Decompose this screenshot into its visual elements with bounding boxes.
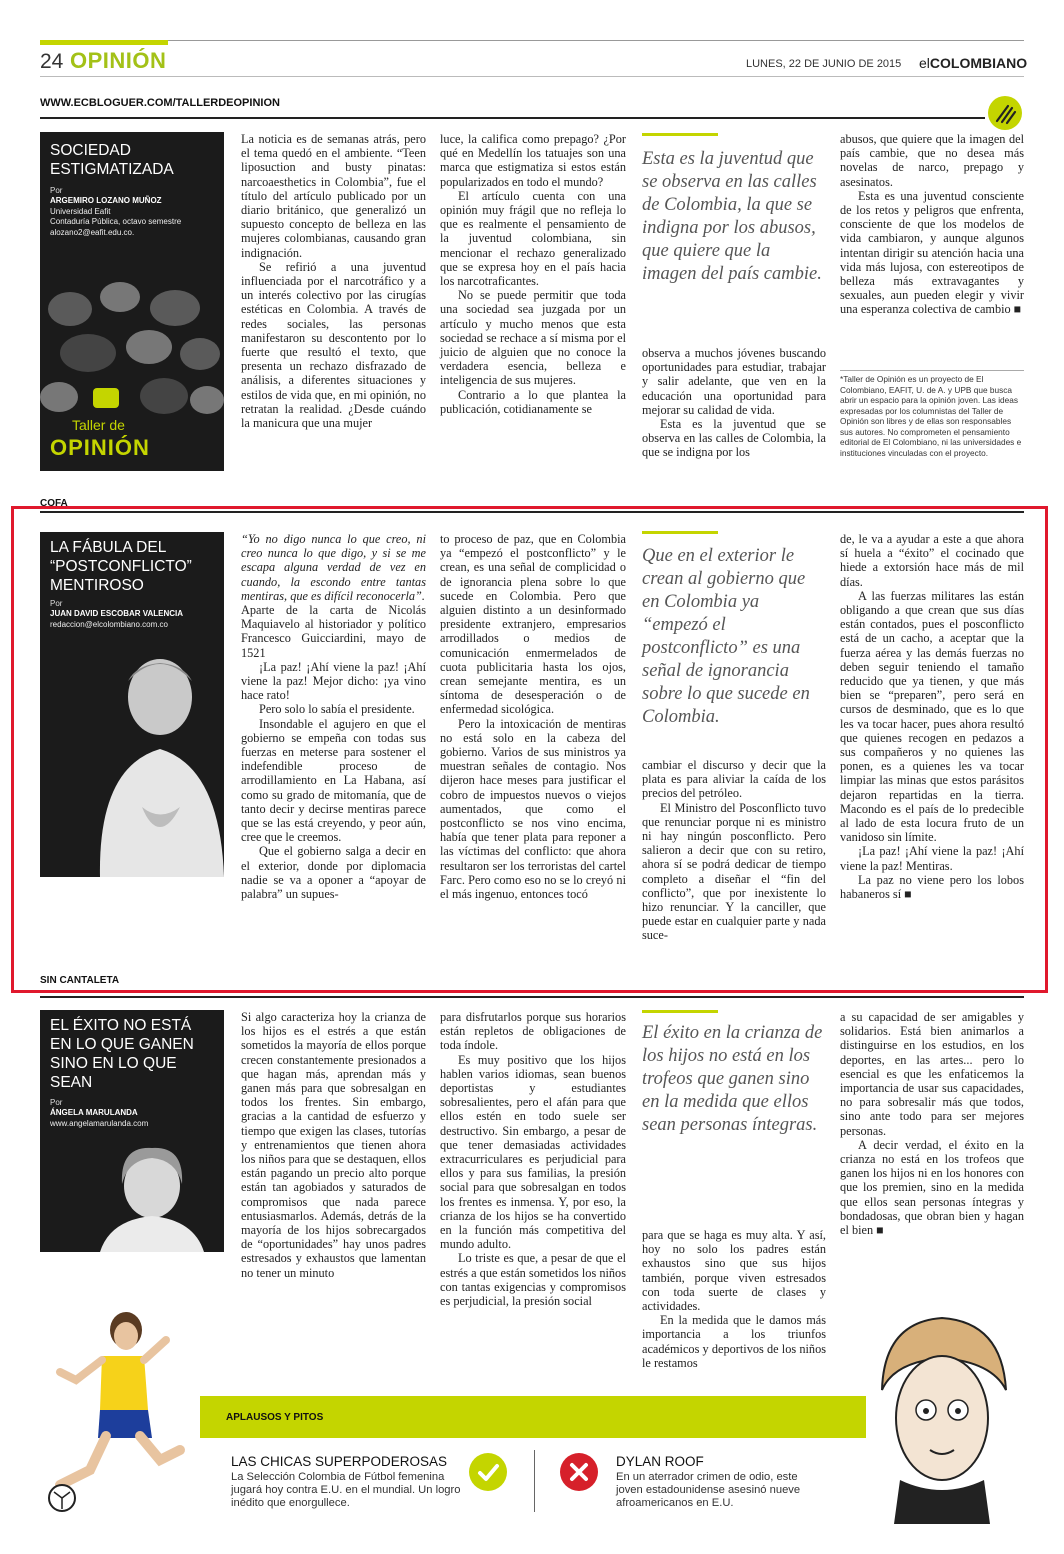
article2-title: LA FÁBULA DEL “POSTCONFLICTO” MENTIROSO (50, 539, 192, 594)
article1-paragraph: abusos, que quiere que la imagen del país cambie, que no desea más novelas de narco, prepago y asesinatos. (840, 132, 1024, 189)
article3-column3 (642, 1228, 826, 1370)
article2-paragraph: La paz no viene pero los lobos habaneros sí ■ (840, 872, 1024, 902)
pitos-bad-text: En un aterrador crimen de odio, este joven estadounidense asesinó nueve afroamericanos en E.U. (616, 1471, 801, 1509)
article2-paragraph: ¡La paz! ¡Ahí viene la paz! ¡Ahí viene la paz! Mentiras. (840, 844, 1024, 873)
section-accent-bar (40, 40, 168, 45)
article3-por: Por (50, 1098, 63, 1107)
aplausos-good-text: La Selección Colombia de Fútbol femenina jugará hoy contra E.U. en el mundial. Un logro inédito que enorgullece. (231, 1471, 461, 1509)
pullquote-accent (642, 133, 718, 136)
article3-paragraph: En la medida que le damos más importancia a los triunfos académicos y deportivos de los niños le restamos (642, 1313, 826, 1370)
pitos-bad-title: DYLAN ROOF (616, 1454, 704, 1469)
aplausos-label: APLAUSOS Y PITOS (226, 1412, 324, 1423)
article3-paragraph: Es muy positivo que los hijos hablen varios idiomas, sean buenos deportistas y estudiantes sobresalientes, pero el afán para que ellos estén en todo suele ser destructivo. Sin embargo, a pesar de que tener demasiadas actividades extracurriculares es perjudicial para ellos y para sus familias, la presión social para que sobresalgan en todos los frentes es inmensa. Y, por eso, la crianza de los hijos se ha convertido en la función más competitiva del mundo adulto. (440, 1052, 626, 1252)
article1-pullquote: Esta es la juventud que se observa en las calles de Colombia, la que se indigna por los abusos, que quiere que la imagen del país cambie. (642, 149, 822, 284)
article2-column1 (241, 532, 426, 901)
brand-logo (919, 55, 1027, 71)
note-divider (840, 370, 1024, 371)
article1-column1 (241, 132, 426, 430)
article3-author: ÁNGELA MARULANDA (50, 1108, 138, 1117)
article3-paragraph: para disfrutarlos porque sus horarios están repletos de obligaciones de toda índole. (440, 1010, 626, 1053)
badge-line2: OPINIÓN (50, 435, 150, 460)
soccer-player-illustration (40, 1300, 200, 1515)
article1-email: alozano2@eafit.edu.co. (50, 228, 135, 237)
article2-paragraph: Insondable el agujero en que el gobierno se empeña con todas sus fuerzas en meterse para sostener el indefendible proceso de arrodillamiento en La Habana, así como su grado de mitomanía, que de tanto decir y decirse mentiras parece que se las está creyendo, y peor aún, cree que le creemos. (241, 716, 426, 845)
article3-header-box (40, 1010, 224, 1252)
article1-title: SOCIEDAD ESTIGMATIZADA (50, 142, 174, 178)
article1-column2 (440, 132, 626, 416)
article2-paragraph: to proceso de paz, que en Colombia ya “empezó el postconflicto” y le crean, es una señal de complicidad o de ignorancia plena sobre lo que sucede en Colombia. Pero que alguien distinto a un desinformado presidente extranjero, empresarios arrodillados o medios de comunicación enmermelados de cuota publicitaria hasta los ojos, crean semejante mentira, es un síntoma de desesperación o de enfermedad sicológica. (440, 532, 626, 717)
article2-kicker: COFA (40, 498, 68, 509)
article2-paragraph: Pero solo lo sabía el presidente. (259, 702, 415, 717)
article1-paragraph: No se puede permitir que toda una sociedad sea juzgada por un artículo y mucho menos que esta sociedad se rechace a sí misma por el juicio de alguien que no conoce la verdadera esencia, belleza e inteligencia de sus mujeres. (440, 288, 626, 388)
article2-paragraph: El Ministro del Posconflicto tuvo que renunciar porque ni es ministro ni hay ningún posconflicto. Pero salieron a decir que con su retiro, ahora sí se podrá dedicar de tiempo completo a diseñar el “fin del conflicto”, que por inexistente lo hizo renunciar. Y la canciller, que puede estar en cualquier parte y nada suce- (642, 800, 826, 943)
pullquote-accent (642, 1010, 718, 1013)
article3-top-rule (40, 996, 1024, 998)
article2-pullquote: Que en el exterior le crean al gobierno que en Colombia ya “empezó el postconflicto” es una señal de ignorancia sobre lo que sucede en Colombia. (642, 546, 810, 727)
article2-column3 (642, 758, 826, 943)
article3-title: EL ÉXITO NO ESTÁ EN LO QUE GANEN SINO EN LO QUE SEAN (50, 1017, 194, 1091)
author-photo (80, 1138, 224, 1252)
article2-paragraph: A las fuerzas militares las están obligando a que crean que sus días están contados, pues el posconflicto está de un cacho, a aceptar que la fuerza aérea y las demás fuerzas no deben seguir teniendo el tamaño reducido que ya tienen, y que más bien se “preparen”, pero será en cursos de desminado, que es lo que les va tocar hacer, pues ahora resultó que quienes recogen en pedazos a sus compañeros y no quienes las ponen, es a quienes les va tocar limpiar las minas que estos parásitos dejaron repartidas en la tierra. Macondo es el país de lo predecible al lado de esta locura fruto de un vanidoso sin límite. (840, 588, 1024, 845)
article2-header-box (40, 532, 224, 877)
caricature-illustration (860, 1300, 1024, 1524)
taller-note: *Taller de Opinión es un proyecto de El Colombiano, EAFIT, U. de A. y UPB que busca abrir un espacio para la opinión joven. Las ideas expresadas por los columnistas del Taller de Opinión son libres y de ellas son responsables sus autores. No comprometen el pensamiento editorial de El Colombiano, ni las universidades e instituciones vinculadas con el proyecto. (840, 374, 1022, 458)
badge-line1: Taller de (72, 417, 125, 433)
article3-kicker: SIN CANTALETA (40, 975, 120, 986)
aplausos-divider (534, 1450, 535, 1512)
page-number: 24 (40, 50, 64, 73)
x-icon (560, 1453, 598, 1491)
article3-paragraph: a su capacidad de ser amigables y solidarios. Está bien animarlos a distinguirse en los estudios, en los deportes, en las artes... pero lo esencial es que les enfaticemos la importancia de usar sus capacidades, no para sobresalir más que todos, sino ante todo para ser mejores personas. (840, 1010, 1024, 1138)
article1-paragraph: observa a muchos jóvenes buscando oportunidades para estudiar, trabajar y salir adelante, que ven en la educación una oportunidad para mejorar su calidad de vida. (642, 346, 826, 417)
aplausos-good-title: LAS CHICAS SUPERPODEROSAS (231, 1454, 448, 1469)
article2-column2 (440, 532, 626, 901)
article2-column4 (840, 532, 1024, 901)
header-divider (40, 76, 1024, 77)
pullquote-accent (642, 531, 718, 534)
pen-icon (988, 96, 1022, 130)
article3-pullquote: El éxito en la crianza de los hijos no está en los trofeos que ganen sino en la medida que ellos sean personas íntegras. (642, 1023, 823, 1135)
section-title: OPINIÓN (70, 48, 167, 73)
article3-paragraph: A decir verdad, el éxito en la crianza no está en los trofeos que ganen los hijos ni en los honores con que los premien, sino en la medida que ellos sean personas íntegras y bondadosas, que obran bien y hagan el bien ■ (840, 1137, 1024, 1238)
article1-author: ARGEMIRO LOZANO MUÑOZ (50, 196, 162, 205)
article1-paragraph: La noticia es de semanas atrás, pero el tema quedó en el ambiente. “Teen liposuction and busty pinatas: narcoaesthetics in Colombia”, fue el título del artículo publicado por un diario británico, que generalizó un supuesto concepto de belleza en las mujeres colombianas, causando gran indignación. (241, 132, 426, 260)
article1-paragraph: Esta es una juventud consciente de los retos y peligros que enfrenta, consciente de que los modelos de vida cambiaron, y aunque algunos intentan dirigir su atención hacia una vida más lujosa, con estereotipos de belleza más extravagantes y sexuales, aun pueden elegir y vivir una esperanza colectiva de cambio ■ (840, 188, 1024, 317)
top-rule (40, 40, 1024, 41)
article1-program: Contaduría Pública, octavo semestre (50, 217, 182, 226)
article1-header-box (40, 132, 224, 471)
article1-por: Por (50, 186, 63, 195)
article1-paragraph: Esta es la juventud que se observa en las calles de Colombia, la que se indigna por los (642, 417, 826, 460)
brand-name: COLOMBIANO (929, 55, 1028, 71)
article3-paragraph: Lo triste es que, a pesar de que el estrés a que están sometidos los niños con tantas exigencias y compromisos es perjudicial, la presión social (440, 1251, 626, 1309)
article1-paragraph: Se refirió a una juventud influenciada por el narcotráfico y a un interés colectivo por las cirugías estéticas en Colombia. A través de redes sociales, las personas manifestaron su descontento por lo fuerte que resultó el texto, que presenta un rechazo disfrazado de análisis, a diferentes situaciones y estilos de vida que, en mi opinión, no retratan la realidad. ¿Desde cuándo la manicura que una mujer (241, 259, 426, 431)
article1-paragraph: El artículo cuenta con una opinión muy frágil que no refleja lo que es realmente el pensamiento de la juventud colombiana, sin mencionar el rechazo generalizado que se expresa hoy en el país hacia los narcotraficantes. (440, 188, 626, 289)
speech-bubbles-illustration (40, 282, 224, 471)
article2-paragraph: ¡La paz! ¡Ahí viene la paz! ¡Ahí viene la paz! Mejor dicho: ¡ya vino hace rato! (241, 659, 426, 703)
section-url-link[interactable]: WWW.ECBLOGUER.COM/TALLERDEOPINION (40, 97, 280, 109)
article3-website: www.angelamarulanda.com (50, 1119, 149, 1128)
article3-column4 (840, 1010, 1024, 1237)
article1-column4 (840, 132, 1024, 317)
author-photo (80, 637, 224, 877)
article2-paragraph: Que el gobierno salga a decir en el exterior, donde por diplomacia nadie se va a oponer a “apoyar de palabra” un supues- (241, 844, 426, 902)
article3-paragraph: para que se haga es muy alta. Y así, hoy no solo los padres están exhaustos sino que sus hijos también, porque viven estresados con toda suerte de clases y actividades. (642, 1228, 826, 1314)
url-divider (40, 117, 985, 119)
article1-column3 (642, 346, 826, 460)
article2-por: Por (50, 599, 63, 608)
article2-paragraph: de, le va a ayudar a este a que ahora sí huela a “éxito” el cocinado que hiede a extorsión hace más de mil días. (840, 532, 1024, 589)
article2-author: JUAN DAVID ESCOBAR VALENCIA (50, 609, 184, 618)
issue-date: LUNES, 22 DE JUNIO DE 2015 (746, 58, 902, 70)
article2-paragraph: Pero la intoxicación de mentiras no está solo en la cabeza del gobierno. Varios de sus ministros ya muestran señales de contagio. Nos dijeron hace meses para justificar el cobro de impuestos nuevos o viejos aumentados, que como el postconflicto se nos vino encima, había que tener plata para reponer a las víctimas del conflicto: que ahora resultaron ser los terroristas del cartel Farc. Pero como eso no se lo creyó ni el más ingenuo, entonces tocó (440, 716, 626, 902)
check-icon (469, 1453, 507, 1491)
article2-paragraph: cambiar el discurso y decir que la plata es para aliviar la caída de los precios del petróleo. (642, 758, 826, 801)
article3-column1 (241, 1010, 426, 1280)
brand-prefix: el (919, 55, 930, 71)
article1-paragraph: Contrario a lo que plantea la publicación, cotidianamente se (440, 387, 626, 416)
article1-affiliation: Universidad Eafit (50, 207, 111, 216)
epigraph-source: Aparte de la carta de Nicolás Maquiavelo al historiador y político Francesco Guicciardini, mayo de 1521 (241, 603, 426, 660)
article2-email: redaccion@elcolombiano.com.co (50, 620, 168, 629)
article3-paragraph: Si algo caracteriza hoy la crianza de los hijos es el estrés a que están sometidos la mayoría de ellos porque crecen constantemente presionados a que hagan más, aprendan más y ganen más para que sobresalgan en todos los frentes. Sin embargo, gracias a la cantidad de esfuerzo y tiempo que exigen las clases, tutorías y entrenamientos que tienen ahora los niños para que se destaquen, ellos están pagando un precio alto porque están tan agobiados y saturados de compromisos que nada parece entusiasmarlos. Además, detrás de la mayoría de los hijos sobrecargados de “oportunidades” hay unos padres estresados y exhaustos que lamentan no tener un minuto (241, 1010, 426, 1280)
article1-paragraph: luce, la califica como prepago? ¿Por qué en Medellín los tatuajes son una marca que estigmatiza si estos están popularizados en todo el mundo? (440, 132, 626, 189)
article3-column2 (440, 1010, 626, 1308)
epigraph-quote: “Yo no digo nunca lo que creo, ni creo nunca lo que digo, y si se me escapa alguna verdad de vez en cuando, la escondo entre tantas mentiras, que es difícil reconocerla”. (241, 532, 426, 603)
